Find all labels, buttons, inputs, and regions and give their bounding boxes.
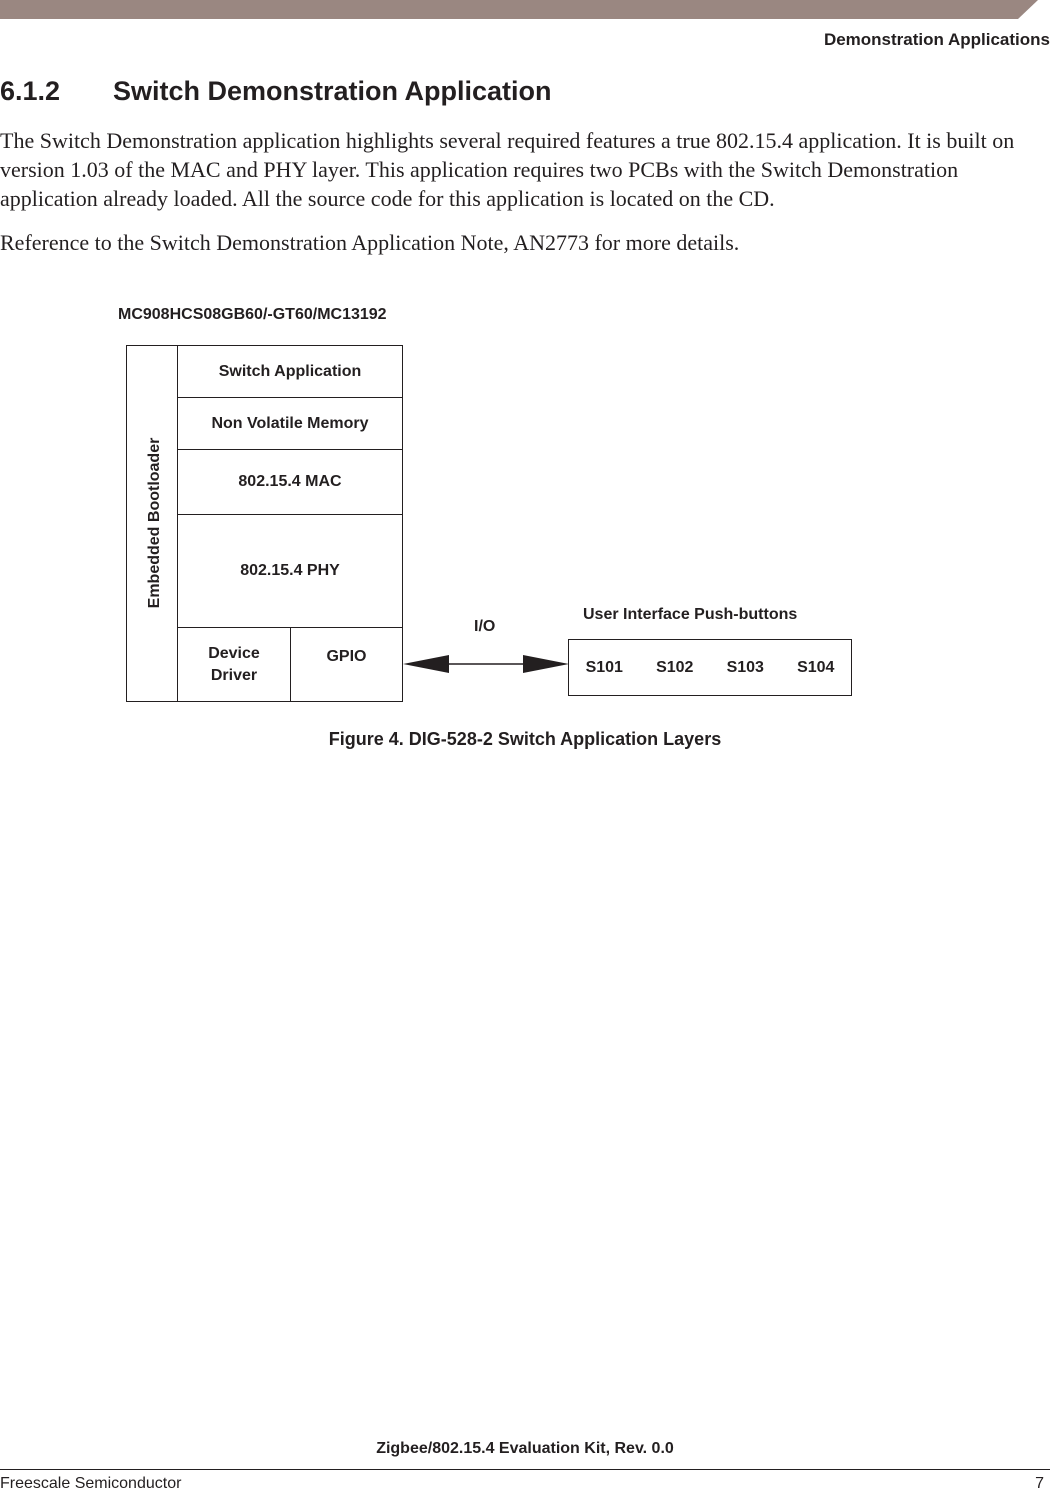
device-driver-layer: Device Driver	[177, 627, 291, 702]
bootloader-label: Embedded Bootloader	[146, 437, 163, 609]
io-label: I/O	[474, 618, 496, 635]
header-bar	[0, 0, 1050, 20]
running-header: Demonstration Applications	[823, 30, 1050, 49]
push-button-s101: S101	[569, 640, 640, 695]
io-arrow	[403, 647, 571, 681]
footer-doc-title: Zigbee/802.15.4 Evaluation Kit, Rev. 0.0	[376, 1440, 674, 1457]
section-title: Switch Demonstration Application	[113, 76, 552, 106]
push-button-s104: S104	[781, 640, 852, 695]
figure-caption: Figure 4. DIG-528-2 Switch Application Layers	[328, 729, 722, 749]
footer-divider	[0, 1469, 1050, 1470]
push-button-s102: S102	[640, 640, 711, 695]
section-heading	[0, 76, 552, 107]
push-button-row	[568, 639, 852, 696]
section-number: 6.1.2	[0, 76, 61, 106]
gpio-layer: GPIO	[290, 627, 403, 702]
page-number: 7	[1035, 1475, 1044, 1492]
footer-company: Freescale Semiconductor	[0, 1475, 182, 1492]
chip-label: MC908HCS08GB60/-GT60/MC13192	[118, 306, 387, 323]
switch-application-layer: Switch Application	[177, 345, 403, 398]
push-buttons-label: User Interface Push-buttons	[583, 606, 798, 623]
non-volatile-memory-layer: Non Volatile Memory	[177, 397, 403, 450]
body-paragraph-1: The Switch Demonstration application highlights several required features a true 802.15.4 application. It is built on version 1.03 of the MAC and PHY layer. This application requires two PCBs with the Switch Demonstration application already loaded. All the source code for this application is located on the CD.	[0, 128, 1015, 211]
body-paragraph-2: Reference to the Switch Demonstration Application Note, AN2773 for more details.	[0, 230, 740, 255]
push-button-s103: S103	[710, 640, 781, 695]
phy-layer: 802.15.4 PHY	[177, 514, 403, 628]
mac-layer: 802.15.4 MAC	[177, 449, 403, 515]
